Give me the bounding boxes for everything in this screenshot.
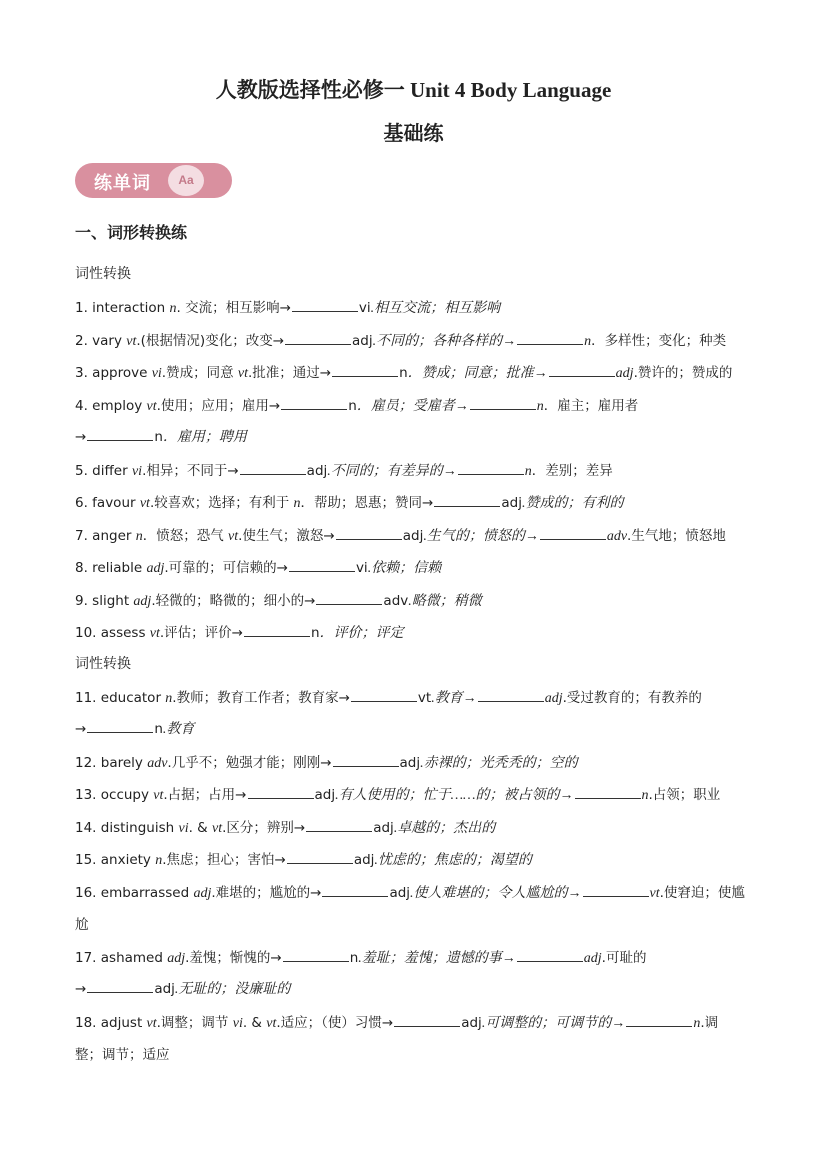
part-of-speech: n [524, 464, 532, 479]
part-of-speech: .教育→ [431, 691, 477, 706]
part-of-speech: .赤裸的；光秃秃的；空的 [420, 756, 578, 771]
line-text: .焦虑；担心；害怕→ [162, 852, 286, 868]
exercise-line [75, 556, 750, 577]
line-text: 8. reliable [75, 560, 147, 576]
line-text: .适应；（使）习惯→ [276, 1015, 394, 1031]
line-text: adj [314, 787, 336, 803]
part-of-speech: adv [147, 756, 168, 771]
exercise-line [75, 913, 750, 933]
line-text: 12. barely [75, 755, 148, 771]
line-text: . & [242, 1015, 267, 1031]
answer-blank[interactable] [575, 785, 641, 799]
exercise-line [75, 329, 750, 350]
group-label-2: 词性转换 [75, 656, 131, 672]
exercise-line [75, 686, 750, 707]
line-text: .教师；教育工作者；教育家→ [172, 690, 350, 706]
part-of-speech: n [155, 853, 163, 868]
part-of-speech: vt [126, 334, 137, 349]
answer-blank[interactable] [289, 558, 355, 572]
exercise-line [75, 589, 750, 610]
line-text: adj [352, 333, 373, 349]
part-of-speech: ．雇用；聘用 [162, 430, 247, 445]
line-text: 1. interaction [75, 300, 170, 316]
answer-blank[interactable] [316, 591, 382, 605]
line-text: adj [461, 1015, 482, 1031]
answer-blank[interactable] [517, 331, 583, 345]
part-of-speech: vi [151, 366, 162, 381]
line-text: n [399, 365, 408, 381]
exercise-line [75, 296, 750, 317]
answer-blank[interactable] [87, 427, 153, 441]
exercise-line [75, 426, 750, 446]
part-of-speech: .卓越的；杰出的 [393, 821, 496, 836]
exercise-line [75, 718, 750, 738]
line-text: 6. favour [75, 495, 140, 511]
line-text: 3. approve [75, 365, 152, 381]
exercise-line [75, 816, 750, 837]
line-text: → [75, 429, 87, 445]
line-text: adj [373, 820, 394, 836]
part-of-speech: adj [133, 594, 152, 609]
line-text: .调 [700, 1015, 719, 1031]
section-badge [75, 163, 232, 198]
line-text: .使生气；激怒→ [238, 528, 335, 544]
part-of-speech: .赞成的；有利的 [521, 496, 624, 511]
part-of-speech: vt [228, 529, 239, 544]
exercise-line [75, 361, 750, 382]
exercise-line [75, 1043, 750, 1063]
exercise-line [75, 881, 750, 902]
answer-blank[interactable] [351, 688, 417, 702]
line-text: .受过教育的；有教养的 [562, 690, 702, 706]
line-text: n [154, 721, 163, 737]
exercise-line [75, 978, 750, 998]
answer-blank[interactable] [283, 948, 349, 962]
part-of-speech: adj [615, 366, 634, 381]
answer-blank[interactable] [332, 363, 398, 377]
exercise-line [75, 1011, 750, 1032]
line-text: adj [501, 495, 522, 511]
part-of-speech: adj [167, 951, 186, 966]
answer-blank[interactable] [478, 688, 544, 702]
exercise-line [75, 459, 750, 480]
answer-blank[interactable] [583, 883, 649, 897]
line-text: ．差别；差异 [531, 463, 613, 479]
part-of-speech: adv [606, 529, 628, 544]
line-text: n [310, 625, 320, 641]
line-text: ．帮助；恩惠；赞同→ [300, 495, 434, 511]
line-text: 2. vary [75, 333, 127, 349]
answer-blank[interactable] [87, 719, 153, 733]
line-text: adj [353, 852, 375, 868]
part-of-speech: vt [212, 821, 223, 836]
exercise-line [75, 848, 750, 869]
line-text: adj [399, 755, 421, 771]
line-text: .可靠的；可信赖的→ [164, 560, 288, 576]
part-of-speech: .相互交流；相互影响 [370, 301, 501, 316]
line-text: .使窘迫；使尴 [659, 885, 745, 901]
answer-blank[interactable] [517, 948, 583, 962]
line-text: n [154, 429, 163, 445]
line-text: 17. ashamed [75, 950, 168, 966]
part-of-speech: n [293, 496, 301, 511]
line-text: ．雇主；雇用者 [543, 398, 639, 414]
answer-blank[interactable] [281, 396, 347, 410]
part-of-speech: ．雇员；受雇者→ [356, 399, 469, 414]
part-of-speech: ．赞成；同意；批准→ [407, 366, 548, 381]
part-of-speech: .不同的；各种各样的→ [372, 334, 517, 349]
line-text: .可耻的 [601, 950, 647, 966]
part-of-speech: vt [649, 886, 660, 901]
part-of-speech: n [641, 788, 649, 803]
answer-blank[interactable] [248, 785, 314, 799]
part-of-speech: n [169, 301, 177, 316]
answer-blank[interactable] [285, 331, 351, 345]
part-of-speech: adj [193, 886, 212, 901]
part-of-speech: vt [266, 1016, 277, 1031]
part-of-speech: vt [149, 626, 160, 641]
part-of-speech: .生气的；愤怒的→ [423, 529, 539, 544]
line-text: adv [383, 593, 409, 609]
part-of-speech: .羞耻；羞愧；遗憾的事→ [358, 951, 516, 966]
line-text: adj [154, 981, 175, 997]
line-text: 整；调节；适应 [75, 1047, 170, 1063]
answer-blank[interactable] [292, 298, 358, 312]
line-text: .较喜欢；选择；有利于 [149, 495, 294, 511]
exercise-line [75, 946, 750, 967]
answer-blank[interactable] [87, 979, 153, 993]
line-text: .难堪的；尴尬的→ [211, 885, 322, 901]
line-text: ．多样性；变化；种类 [591, 333, 727, 349]
group-label-1: 词性转换 [75, 266, 131, 282]
badge-label: 练单词 [94, 173, 151, 194]
line-text: .区分；辨别→ [222, 820, 306, 836]
line-text: .批准；通过→ [248, 365, 332, 381]
line-text: 9. slight [75, 593, 134, 609]
line-text: .轻微的；略微的；细小的→ [151, 593, 316, 609]
line-text: adj [389, 885, 411, 901]
part-of-speech: vt [139, 496, 150, 511]
part-of-speech: .依赖；信赖 [367, 561, 442, 576]
part-of-speech: adj [146, 561, 165, 576]
exercise-line [75, 524, 750, 545]
line-text: adj [306, 463, 328, 479]
line-text: → [75, 721, 87, 737]
exercise-line [75, 751, 750, 772]
exercise-line [75, 394, 750, 415]
line-text: .占据；占用→ [163, 787, 247, 803]
part-of-speech: n [165, 691, 173, 706]
part-of-speech: n [135, 529, 143, 544]
line-text: .相异；不同于→ [142, 463, 239, 479]
line-text: n [348, 398, 357, 414]
line-text: 10. assess [75, 625, 150, 641]
line-text: . & [188, 820, 212, 836]
answer-blank[interactable] [549, 363, 615, 377]
answer-blank[interactable] [287, 850, 353, 864]
answer-blank[interactable] [306, 818, 372, 832]
part-of-speech: adj [583, 951, 602, 966]
answer-blank[interactable] [394, 1013, 460, 1027]
part-of-speech: vt [237, 366, 248, 381]
part-of-speech: n [584, 334, 592, 349]
part-of-speech: .不同的；有差异的→ [327, 464, 457, 479]
part-of-speech: n [693, 1016, 701, 1031]
part-of-speech: .使人难堪的；令人尴尬的→ [410, 886, 582, 901]
line-text: 尬 [75, 917, 89, 933]
section-heading: 一、词形转换练 [75, 223, 188, 242]
line-text: 16. embarrassed [75, 885, 194, 901]
exercise-line [75, 783, 750, 804]
answer-blank[interactable] [333, 753, 399, 767]
part-of-speech: adj [544, 691, 563, 706]
part-of-speech: vt [153, 788, 164, 803]
line-text: 13. occupy [75, 787, 154, 803]
page-title: 人教版选择性必修一 Unit 4 Body Language [215, 78, 612, 102]
exercise-line [75, 491, 750, 512]
line-text: .占领；职业 [648, 787, 721, 803]
part-of-speech: vi [131, 464, 143, 479]
answer-blank[interactable] [336, 526, 402, 540]
answer-blank[interactable] [458, 461, 524, 475]
answer-blank[interactable] [470, 396, 536, 410]
page-subtitle: 基础练 [383, 123, 444, 145]
line-text: adj [402, 528, 424, 544]
line-text: . 交流；相互影响→ [176, 300, 291, 316]
line-text: vi [358, 300, 371, 316]
part-of-speech: .有人使用的；忙于……的；被占领的→ [335, 788, 574, 803]
line-text: 7. anger [75, 528, 136, 544]
part-of-speech: .教育 [162, 722, 195, 737]
answer-blank[interactable] [244, 623, 310, 637]
line-text: .(根据情况)变化；改变→ [136, 333, 285, 349]
line-text: 11. educator [75, 690, 166, 706]
line-text: ．愤怒；恐气 [142, 528, 229, 544]
line-text: → [75, 981, 87, 997]
line-text: 15. anxiety [75, 852, 156, 868]
letters-icon: Aa [168, 165, 204, 196]
line-text: .羞愧；惭愧的→ [185, 950, 282, 966]
line-text: n [349, 950, 359, 966]
part-of-speech: n [536, 399, 544, 414]
part-of-speech: .略微；稍微 [408, 594, 482, 609]
line-text: 4. employ [75, 398, 147, 414]
line-text: .使用；应用；雇用→ [156, 398, 281, 414]
line-text: vi [355, 560, 368, 576]
answer-blank[interactable] [434, 493, 500, 507]
part-of-speech: vt [146, 1016, 157, 1031]
answer-blank[interactable] [540, 526, 606, 540]
line-text: vt [417, 690, 432, 706]
answer-blank[interactable] [240, 461, 306, 475]
answer-blank[interactable] [322, 883, 388, 897]
line-text: 18. adjust [75, 1015, 147, 1031]
part-of-speech: vt [146, 399, 157, 414]
part-of-speech: .无耻的；没廉耻的 [174, 982, 291, 997]
line-text: 5. differ [75, 463, 132, 479]
exercise-line [75, 621, 750, 642]
line-text: .几乎不；勉强才能；刚刚→ [167, 755, 332, 771]
line-text: .赞成；同意 [161, 365, 238, 381]
line-text: .调整；调节 [156, 1015, 233, 1031]
line-text: .生气地；愤怒地 [627, 528, 726, 544]
line-text: .赞许的；赞成的 [633, 365, 733, 381]
line-text: 14. distinguish [75, 820, 179, 836]
line-text: .评估；评价→ [159, 625, 243, 641]
part-of-speech: .可调整的；可调节的→ [481, 1016, 626, 1031]
part-of-speech: .忧虑的；焦虑的；渴望的 [374, 853, 532, 868]
part-of-speech: vi [178, 821, 189, 836]
part-of-speech: ．评价；评定 [319, 626, 404, 641]
answer-blank[interactable] [626, 1013, 692, 1027]
part-of-speech: vi [232, 1016, 243, 1031]
